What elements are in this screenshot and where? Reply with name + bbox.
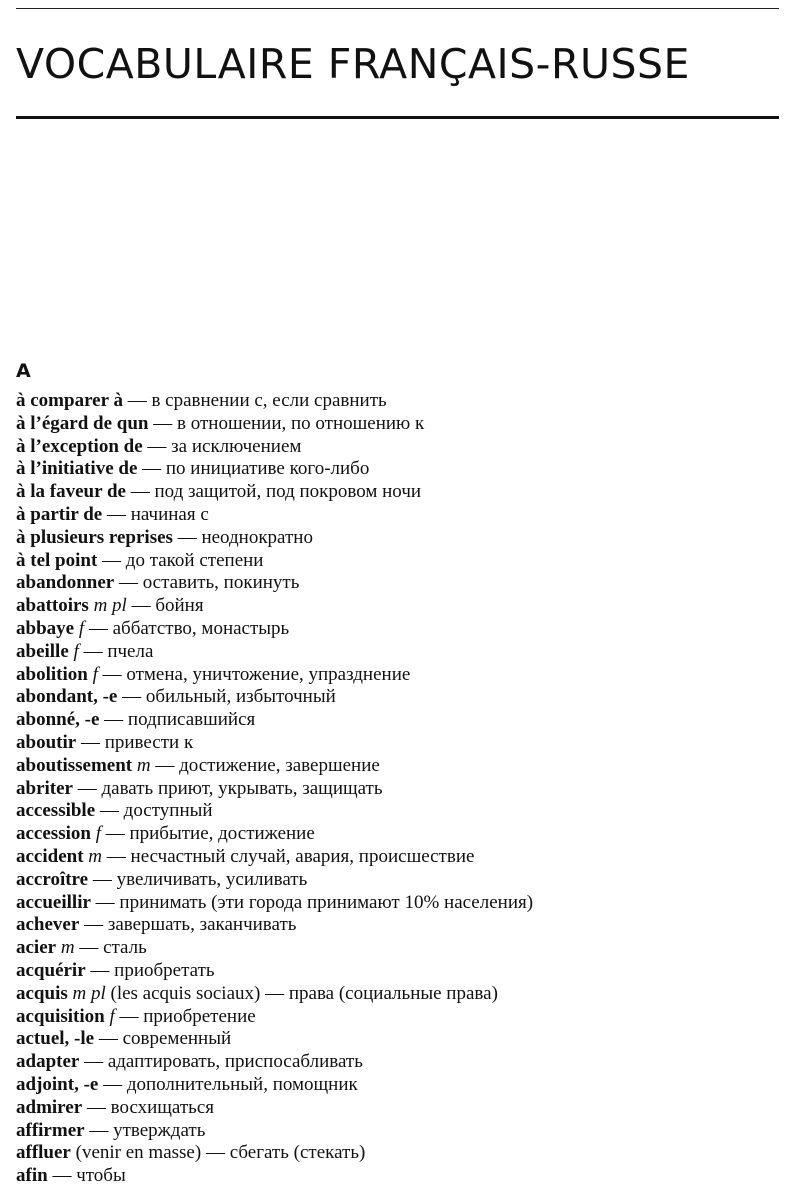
headword: à l’égard de qun (16, 412, 149, 434)
grammar-tag: m pl (72, 982, 106, 1004)
headword: admirer (16, 1096, 83, 1118)
title-underline (16, 116, 779, 119)
vocab-entry: acquérir — приобретать (16, 959, 215, 981)
translation: подписавшийся (127, 709, 256, 731)
vocab-entry: à tel point — до такой степени (16, 549, 264, 571)
translation: отмена, уничтожение, упразднение (126, 663, 411, 685)
vocab-entry: abriter — давать приют, укрывать, защищать (16, 777, 383, 799)
headword: accession (16, 823, 91, 845)
headword: accroître (16, 868, 89, 890)
vocab-entry: abattoirs m pl — бойня (16, 595, 204, 617)
headword: acquisition (16, 1005, 105, 1027)
translation: за исключением (171, 435, 302, 457)
vocab-entry: abolition f — отмена, уничтожение, упразднение (16, 663, 411, 685)
vocab-entry: accession f — прибытие, достижение (16, 823, 315, 845)
vocab-entry: accueillir — принимать (эти города принимают 10% населения) (16, 891, 534, 913)
grammar-tag: f (95, 823, 101, 845)
top-rule (16, 8, 779, 9)
translation: под защитой, под покровом ночи (154, 481, 422, 503)
translation: в отношении, по отношению к (177, 412, 425, 434)
translation: сталь (103, 937, 147, 959)
vocab-entry: affluer (venir en masse) — сбегать (стекать) (16, 1142, 366, 1164)
vocab-entry: accessible — доступный (16, 800, 213, 822)
section-letter: A (16, 360, 31, 382)
translation: дополнительный, помощник (126, 1073, 358, 1095)
vocab-entry: abeille f — пчела (16, 640, 154, 662)
vocab-entry: acier m — сталь (16, 937, 147, 959)
headword: abattoirs (16, 595, 89, 617)
headword: achever (16, 914, 80, 936)
headword: aboutir (16, 731, 77, 753)
vocab-entry: à l’égard de qun — в отношении, по отношению к (16, 412, 425, 434)
headword: acier (16, 937, 57, 959)
translation: чтобы (76, 1165, 126, 1187)
headword: abriter (16, 777, 73, 799)
headword: à partir de (16, 503, 103, 525)
grammar-tag: m pl (93, 595, 127, 617)
headword: aboutissement (16, 754, 133, 776)
headword: adjoint, -e (16, 1073, 99, 1095)
headword: affluer (16, 1142, 71, 1164)
grammar-tag: f (109, 1005, 115, 1027)
headword: à comparer à (16, 390, 123, 411)
headword: accessible (16, 800, 96, 822)
headword: accueillir (16, 891, 91, 913)
vocab-entry: acquisition f — приобретение (16, 1005, 256, 1027)
vocab-entry: à comparer à — в сравнении с, если сравнить (16, 390, 387, 411)
translation: доступный (123, 800, 213, 822)
headword: abondant, -e (16, 686, 118, 708)
vocab-entry: abbaye f — аббатство, монастырь (16, 617, 290, 639)
vocab-entry: abondant, -e — обильный, избыточный (16, 686, 336, 708)
translation: сбегать (стекать) (229, 1142, 366, 1164)
headword: actuel, -le (16, 1028, 95, 1050)
translation: адаптировать, приспосабливать (107, 1051, 363, 1073)
translation: восхищаться (110, 1096, 215, 1118)
grammar-tag: m (88, 845, 103, 867)
grammar-tag: f (73, 640, 79, 662)
translation: неоднократно (201, 526, 313, 548)
vocab-entry: afin — чтобы (16, 1165, 126, 1187)
vocabulary-list (16, 390, 786, 1188)
headword: à l’initiative de (16, 458, 138, 480)
translation: утверждать (113, 1119, 206, 1141)
vocab-entry: à partir de — начиная с (16, 503, 209, 525)
translation: приобретать (114, 959, 215, 981)
translation: прибытие, достижение (129, 823, 315, 845)
vocab-entry: à la faveur de — под защитой, под покровом ночи (16, 481, 422, 503)
headword: à plusieurs reprises (16, 526, 173, 548)
headword: à l’exception de (16, 435, 143, 457)
page-title: VOCABULAIRE FRANÇAIS-RUSSE (16, 40, 690, 88)
translation: аббатство, монастырь (112, 617, 290, 639)
translation: давать приют, укрывать, защищать (101, 777, 383, 799)
vocab-entry: acquis m pl (les acquis sociaux) — права (социальные права) (16, 982, 498, 1004)
headword: acquérir (16, 959, 86, 981)
vocab-entry: accroître — увеличивать, усиливать (16, 868, 308, 890)
vocab-entry: à l’exception de — за исключением (16, 435, 302, 457)
headword: abonné, -e (16, 709, 100, 731)
headword: à la faveur de (16, 481, 126, 503)
grammar-tag: f (92, 663, 98, 685)
translation: обильный, избыточный (145, 686, 336, 708)
vocab-entry: à l’initiative de — по инициативе кого-либо (16, 458, 370, 480)
translation: принимать (эти города принимают 10% населения) (119, 891, 534, 913)
translation: по инициативе кого-либо (165, 458, 370, 480)
translation: современный (122, 1028, 232, 1050)
translation: до такой степени (125, 549, 264, 571)
headword: abeille (16, 640, 69, 662)
translation: пчела (107, 640, 154, 662)
usage-note: (les acquis sociaux) (110, 982, 261, 1004)
translation: достижение, завершение (179, 754, 380, 776)
headword: accident (16, 845, 84, 867)
grammar-tag: m (60, 937, 75, 959)
grammar-tag: f (78, 617, 85, 639)
translation: приобретение (143, 1005, 256, 1027)
vocab-entry: adjoint, -e — дополнительный, помощник (16, 1073, 358, 1095)
translation: начиная с (130, 503, 209, 525)
headword: à tel point (16, 549, 98, 571)
vocab-entry: aboutir — привести к (16, 731, 194, 753)
vocab-entry: abonné, -e — подписавшийся (16, 709, 256, 731)
translation: в сравнении с, если сравнить (151, 390, 387, 411)
vocab-entry: affirmer — утверждать (16, 1119, 206, 1141)
vocab-entry: aboutissement m — достижение, завершение (16, 754, 380, 776)
vocab-entry: adapter — адаптировать, приспосабливать (16, 1051, 363, 1073)
translation: несчастный случай, авария, происшествие (130, 845, 475, 867)
headword: abandonner (16, 572, 115, 594)
headword: abbaye (16, 617, 75, 639)
translation: бойня (155, 595, 204, 617)
vocab-entry: à plusieurs reprises — неоднократно (16, 526, 313, 548)
usage-note: (venir en masse) (75, 1142, 202, 1164)
headword: adapter (16, 1051, 80, 1073)
translation: оставить, покинуть (142, 572, 300, 594)
vocab-entry: actuel, -le — современный (16, 1028, 232, 1050)
translation: права (социальные права) (288, 982, 498, 1004)
grammar-tag: m (136, 754, 151, 776)
headword: abolition (16, 663, 88, 685)
vocab-entry: accident m — несчастный случай, авария, происшествие (16, 845, 475, 867)
headword: affirmer (16, 1119, 85, 1141)
translation: завершать, заканчивать (107, 914, 297, 936)
vocab-entry: achever — завершать, заканчивать (16, 914, 297, 936)
translation: увеличивать, усиливать (116, 868, 308, 890)
headword: acquis (16, 982, 68, 1004)
translation: привести к (104, 731, 194, 753)
vocab-entry: admirer — восхищаться (16, 1096, 215, 1118)
vocab-entry: abandonner — оставить, покинуть (16, 572, 300, 594)
headword: afin (16, 1165, 48, 1187)
